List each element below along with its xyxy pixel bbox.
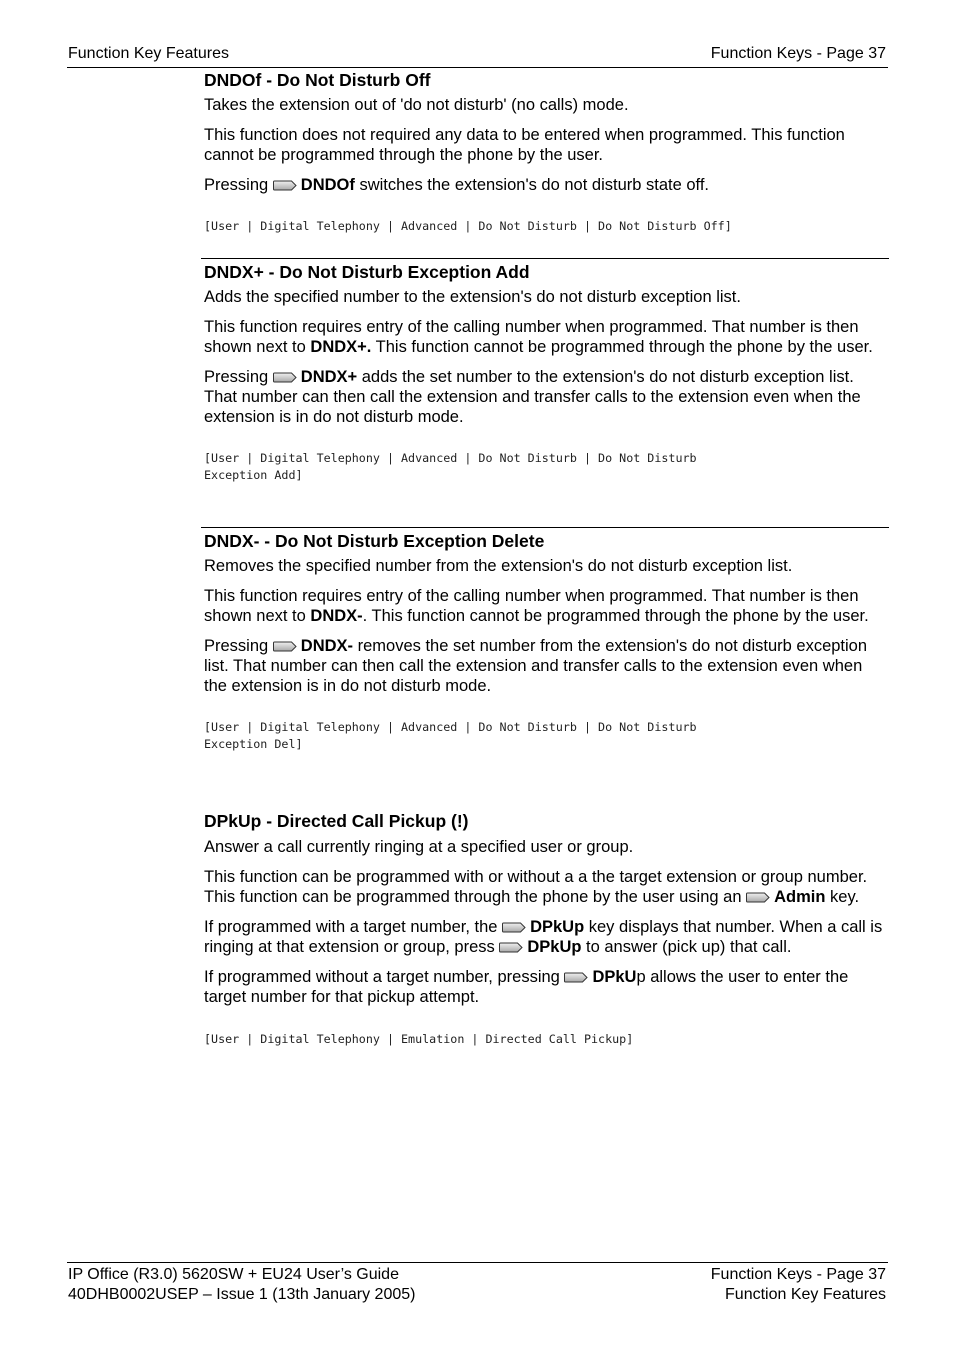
key-label: DPkUp: [527, 938, 582, 956]
section-paragraph: This function requires entry of the calling number when programmed. That number is then shown next to DNDX+. This function cannot be programmed through the phone by the user.: [204, 318, 873, 356]
function-key-icon: [273, 641, 297, 652]
section-divider: [201, 527, 889, 528]
section-dndof: [204, 69, 888, 235]
section-paragraph: Pressing DNDX- removes the set number from the extension's do not disturb exception list. That number can then call the extension and transfer calls to the extension even when the extension is in do not disturb mode.: [204, 637, 868, 695]
section-dndx-add: [204, 261, 888, 484]
key-label: DPkUp: [530, 918, 585, 936]
key-label: Admin: [774, 888, 826, 906]
section-paragraph: This function does not required any data to be entered when programmed. This function cannot be programmed through the phone by the user.: [204, 126, 845, 164]
section-dpkup: [204, 810, 888, 1048]
section-paragraph: If programmed with a target number, the DPkUp key displays that number. When a call is ringing at that extension or group, press DPkUp to answer (pick up) that call.: [204, 918, 883, 956]
section-paragraph: If programmed without a target number, pressing DPkUp allows the user to enter the target number for that pickup attempt.: [204, 968, 849, 1006]
header-right: Function Keys - Page 37: [710, 45, 886, 62]
footer-issue: 40DHB0002USEP – Issue 1 (13th January 2005): [68, 1286, 416, 1303]
section-paragraph: Pressing DNDOf switches the extension's do not disturb state off.: [204, 176, 709, 194]
config-path: [User | Digital Telephony | Advanced | Do Not Disturb | Do Not Disturb Exception Add]: [204, 451, 697, 482]
section-divider: [201, 258, 889, 259]
section-title: DNDX+ - Do Not Disturb Exception Add: [204, 262, 530, 282]
section-paragraph: This function requires entry of the calling number when programmed. That number is then shown next to DNDX-. This function cannot be programmed through the phone by the user.: [204, 587, 869, 625]
function-key-icon: [502, 922, 526, 933]
section-title: DNDOf - Do Not Disturb Off: [204, 70, 431, 90]
key-label: DPkU: [592, 968, 637, 986]
function-key-icon: [746, 892, 770, 903]
section-title: DNDX- - Do Not Disturb Exception Delete: [204, 531, 545, 551]
section-description: Removes the specified number from the extension's do not disturb exception list.: [204, 557, 793, 575]
key-label: DNDX+: [300, 368, 358, 386]
section-paragraph: This function can be programmed with or without a a the target extension or group number. This function can be programmed through the phone by the user using an Admin key.: [204, 868, 868, 906]
footer-guide-title: IP Office (R3.0) 5620SW + EU24 User’s Guide: [68, 1266, 399, 1283]
section-paragraph: Pressing DNDX+ adds the set number to the extension's do not disturb exception list. That number can then call the extension and transfer calls to the extension even when the extension is in do not disturb mode.: [204, 368, 861, 426]
section-dndx-delete: [204, 530, 888, 753]
config-path: [User | Digital Telephony | Advanced | Do Not Disturb | Do Not Disturb Exception Del]: [204, 720, 697, 751]
page-header: [67, 45, 888, 68]
config-path: [User | Digital Telephony | Advanced | Do Not Disturb | Do Not Disturb Off]: [204, 219, 732, 233]
key-label: DNDX-: [300, 637, 354, 655]
footer-page: Function Keys - Page 37: [710, 1266, 886, 1283]
footer-chapter: Function Key Features: [725, 1286, 886, 1303]
function-key-icon: [564, 972, 588, 983]
config-path: [User | Digital Telephony | Emulation | Directed Call Pickup]: [204, 1032, 634, 1046]
function-key-icon: [273, 372, 297, 383]
header-left: Function Key Features: [68, 45, 229, 62]
section-description: Answer a call currently ringing at a specified user or group.: [204, 838, 634, 856]
key-label: DNDOf: [300, 176, 355, 194]
function-key-icon: [273, 180, 297, 191]
page-footer: [67, 1262, 888, 1303]
section-description: Takes the extension out of 'do not disturb' (no calls) mode.: [204, 96, 629, 114]
function-key-icon: [499, 942, 523, 953]
section-description: Adds the specified number to the extension's do not disturb exception list.: [204, 288, 741, 306]
section-title: DPkUp - Directed Call Pickup (!): [204, 811, 469, 831]
